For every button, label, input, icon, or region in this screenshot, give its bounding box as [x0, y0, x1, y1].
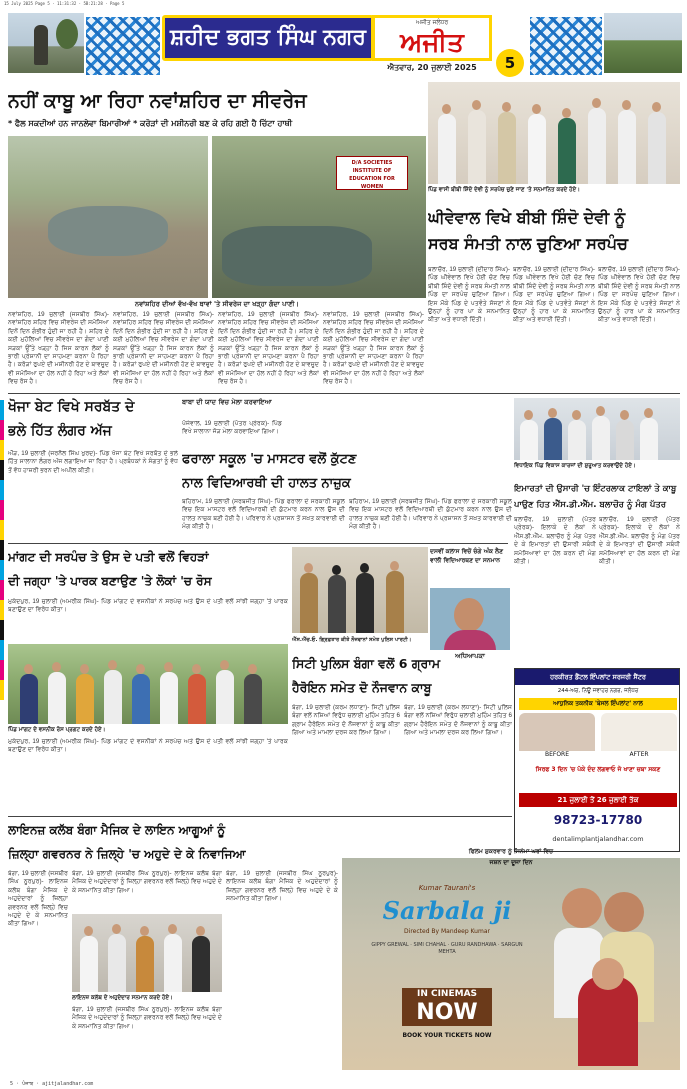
- masthead-pattern-left: [86, 17, 160, 75]
- sewerage-text-col-4: ਨਵਾਂਸ਼ਹਿਰ, 19 ਜੁਲਾਈ (ਜਸਬੀਰ ਸਿੰਘ)- ਨਵਾਂਸ਼ਹਿਰ ਸ਼ਹਿਰ ਵਿਚ ਸੀਵਰੇਜ ਦੀ ਸਮੱਸਿਆ ਦਿਨੋਂ ਦਿਨ ਗੰਭੀਰ ਹੁੰਦੀ ਜਾ ਰਹੀ ਹੈ। ਸ਼ਹਿਰ ਦੇ ਕਈ ਮੁਹੱਲਿਆਂ ਵਿਚ ਸੀਵਰੇਜ ਦਾ ਗੰਦਾ ਪਾਣੀ ਸੜਕਾਂ ਉੱਤੇ ਖੜ੍ਹਾ ਹੈ ਜਿਸ ਕਾਰਨ ਲੋਕਾਂ ਨੂੰ ਭਾਰੀ ਪ੍ਰੇਸ਼ਾਨੀ ਦਾ ਸਾਹਮਣਾ ਕਰਨਾ ਪੈ ਰਿਹਾ ਹੈ। ਕਰੋੜਾਂ ਰੁਪਏ ਦੀ ਮਸ਼ੀਨਰੀ ਹੋਣ ਦੇ ਬਾਵਜੂਦ ਵੀ ਸਮੱਸਿਆ ਦਾ ਹੱਲ ਨਹੀਂ ਹੋ ਰਿਹਾ ਅਤੇ ਲੋਕਾਂ ਵਿਚ ਰੋਸ ਹੈ।: [323, 311, 424, 386]
- park-headline-1: ਮਾਂਗਟ ਦੀ ਸਰਪੰਚ ਤੇ ਉਸ ਦੇ ਪਤੀ ਵਲੋਂ ਵਿਹੜਾਂ: [8, 550, 209, 564]
- park-text: ਮੁਕੰਦਪੁਰ, 19 ਜੁਲਾਈ (ਅਮਰੀਕ ਸਿੰਘ)- ਪਿੰਡ ਮਾਂਗਟ ਦੇ ਵਸਨੀਕਾਂ ਨੇ ਸਰਪੰਚ ਅਤੇ ਉਸ ਦੇ ਪਤੀ ਵਲੋਂ ਸਾਂਝੀ ਜਗ੍ਹਾ 'ਤੇ ਪਾਰਕ ਬਣਾਉਣ ਦਾ ਵਿਰੋਧ ਕੀਤਾ।: [8, 598, 288, 614]
- movie-poster-art: [554, 882, 664, 1066]
- movie-cast: GIPPY GREWAL · SIMI CHAHAL · GURU RANDHAWA · SARGUN MEHTA: [371, 942, 523, 955]
- heroin-headline-2: ਹੈਰੋਇਨ ਸਮੇਤ ਦੋ ਨੌਜਵਾਨ ਕਾਬੂ: [292, 680, 432, 695]
- dental-before-label: BEFORE: [519, 751, 595, 761]
- park-headline-2: ਦੀ ਜਗ੍ਹਾ 'ਤੇ ਪਾਰਕ ਬਣਾਉਣ 'ਤੇ ਲੋਕਾਂ 'ਚ ਰੋਸ: [8, 574, 212, 588]
- sewerage-headline: ਨਹੀਂ ਕਾਬੂ ਆ ਰਿਹਾ ਨਵਾਂਸ਼ਹਿਰ ਦਾ ਸੀਵਰੇਜ: [8, 90, 307, 112]
- lions-photo: [72, 914, 222, 992]
- construction-text-col-1: ਬਲਾਚੌਰ, 19 ਜੁਲਾਈ (ਪੱਤਰ ਪ੍ਰੇਰਕ)- ਇਲਾਕੇ ਦੇ ਲੋਕਾਂ ਨੇ ਐੱਸ.ਡੀ.ਐੱਮ. ਬਲਾਚੌਰ ਨੂੰ ਮੰਗ ਪੱਤਰ ਦੇ ਕੇ ਇਮਾਰਤਾਂ ਦੀ ਉਸਾਰੀ ਸਬੰਧੀ ਸਮੱਸਿਆਵਾਂ ਦਾ ਹੱਲ ਕਰਨ ਦੀ ਮੰਗ ਕੀਤੀ।: [514, 516, 596, 566]
- page-footer: 5 · ਪੰਜਾਬ · ajitjalandhar.com: [10, 1081, 94, 1087]
- langar-text: ਔੜ, 19 ਜੁਲਾਈ (ਜਰਨੈਲ ਸਿੰਘ ਖੁਰਦ)- ਪਿੰਡ ਖੋਜਾ ਬੇਟ ਵਿਖੇ ਸਰਬੱਤ ਦੇ ਭਲੇ ਹਿੱਤ ਸਾਲਾਨਾ ਲੰਗਰ ਅੱਜ ਲਗਾਇਆ ਜਾ ਰਿਹਾ ਹੈ। ਪ੍ਰਬੰਧਕਾਂ ਨੇ ਸੰਗਤਾਂ ਨੂੰ ਵੱਧ ਤੋਂ ਵੱਧ ਹਾਜ਼ਰੀ ਭਰਨ ਦੀ ਅਪੀਲ ਕੀਤੀ।: [8, 450, 178, 474]
- sarpanch-photo: [428, 82, 680, 184]
- fair-text: ਪੋਜੇਵਾਲ, 19 ਜੁਲਾਈ (ਪੱਤਰ ਪ੍ਰੇਰਕ)- ਪਿੰਡ ਵਿਖੇ ਸਾਲਾਨਾ ਜੋੜ ਮੇਲਾ ਕਰਵਾਇਆ ਗਿਆ।: [182, 420, 282, 436]
- movie-presenter: Kumar Taurani's: [418, 884, 476, 892]
- heroin-photo: [292, 547, 428, 633]
- lions-headline-2: ਜ਼ਿਲ੍ਹਾ ਗਵਰਨਰ ਨੇ ਜ਼ਿਲ੍ਹੇ 'ਚ ਅਹੁਦੇ ਦੇ ਕੇ ਨਿਵਾਜਿਆ: [8, 847, 246, 861]
- lions-text-col-2: ਬੰਗਾ, 19 ਜੁਲਾਈ (ਜਸਬੀਰ ਸਿੰਘ ਨੂਰਪੁਰ)- ਲਾਇਨਜ਼ ਕਲੱਬ ਬੰਗਾ ਮੈਜਿਕ ਦੇ ਅਹੁਦੇਦਾਰਾਂ ਨੂੰ ਜ਼ਿਲ੍ਹਾ ਗਵਰਨਰ ਵਲੋਂ ਜ਼ਿਲ੍ਹੇ ਵਿਚ ਅਹੁਦੇ ਦੇ ਕੇ ਸਨਮਾਨਿਤ ਕੀਤਾ ਗਿਆ।: [72, 870, 222, 894]
- movie-book-tickets[interactable]: BOOK YOUR TICKETS NOW: [402, 1032, 492, 1039]
- dental-ad-tagline: ਆਧੁਨਿਕ ਤਕਨੀਕ 'ਬੇਸਲ ਇੰਪਲਾਂਟ' ਨਾਲ: [519, 698, 677, 710]
- institute-sign: D/A SOCIETIES INSTITUTE OF EDUCATION FOR WOMEN: [336, 156, 408, 190]
- park-photo: [8, 644, 288, 724]
- sewerage-photo-1: [8, 136, 208, 298]
- sewerage-text-col-3: ਨਵਾਂਸ਼ਹਿਰ, 19 ਜੁਲਾਈ (ਜਸਬੀਰ ਸਿੰਘ)- ਨਵਾਂਸ਼ਹਿਰ ਸ਼ਹਿਰ ਵਿਚ ਸੀਵਰੇਜ ਦੀ ਸਮੱਸਿਆ ਦਿਨੋਂ ਦਿਨ ਗੰਭੀਰ ਹੁੰਦੀ ਜਾ ਰਹੀ ਹੈ। ਸ਼ਹਿਰ ਦੇ ਕਈ ਮੁਹੱਲਿਆਂ ਵਿਚ ਸੀਵਰੇਜ ਦਾ ਗੰਦਾ ਪਾਣੀ ਸੜਕਾਂ ਉੱਤੇ ਖੜ੍ਹਾ ਹੈ ਜਿਸ ਕਾਰਨ ਲੋਕਾਂ ਨੂੰ ਭਾਰੀ ਪ੍ਰੇਸ਼ਾਨੀ ਦਾ ਸਾਹਮਣਾ ਕਰਨਾ ਪੈ ਰਿਹਾ ਹੈ। ਕਰੋੜਾਂ ਰੁਪਏ ਦੀ ਮਸ਼ੀਨਰੀ ਹੋਣ ਦੇ ਬਾਵਜੂਦ ਵੀ ਸਮੱਸਿਆ ਦਾ ਹੱਲ ਨਹੀਂ ਹੋ ਰਿਹਾ ਅਤੇ ਲੋਕਾਂ ਵਿਚ ਰੋਸ ਹੈ।: [218, 311, 319, 386]
- dental-after-photo: [601, 713, 677, 761]
- divider: [8, 543, 508, 544]
- dental-ad-phone[interactable]: 98723-17780: [553, 813, 643, 827]
- park-text-continued: ਮੁਕੰਦਪੁਰ, 19 ਜੁਲਾਈ (ਅਮਰੀਕ ਸਿੰਘ)- ਪਿੰਡ ਮਾਂਗਟ ਦੇ ਵਸਨੀਕਾਂ ਨੇ ਸਰਪੰਚ ਅਤੇ ਉਸ ਦੇ ਪਤੀ ਵਲੋਂ ਸਾਂਝੀ ਜਗ੍ਹਾ 'ਤੇ ਪਾਰਕ ਬਣਾਉਣ ਦਾ ਵਿਰੋਧ ਕੀਤਾ।: [8, 738, 288, 754]
- section-title: ਸ਼ਹੀਦ ਭਗਤ ਸਿੰਘ ਨਗਰ: [162, 15, 374, 61]
- teacher-photo: [430, 588, 510, 650]
- lions-text-col-3: ਬੰਗਾ, 19 ਜੁਲਾਈ (ਜਸਬੀਰ ਸਿੰਘ ਨੂਰਪੁਰ)- ਲਾਇਨਜ਼ ਕਲੱਬ ਬੰਗਾ ਮੈਜਿਕ ਦੇ ਅਹੁਦੇਦਾਰਾਂ ਨੂੰ ਜ਼ਿਲ੍ਹਾ ਗਵਰਨਰ ਵਲੋਂ ਜ਼ਿਲ੍ਹੇ ਵਿਚ ਅਹੁਦੇ ਦੇ ਕੇ ਸਨਮਾਨਿਤ ਕੀਤਾ ਗਿਆ।: [72, 1006, 222, 1030]
- page-number: 5: [496, 49, 524, 77]
- print-slug: 15 July 2025 Page 5 · 11:31:32 · 5B:21:28 · Page 5: [4, 1, 125, 6]
- construction-text-col-2: ਬਲਾਚੌਰ, 19 ਜੁਲਾਈ (ਪੱਤਰ ਪ੍ਰੇਰਕ)- ਇਲਾਕੇ ਦੇ ਲੋਕਾਂ ਨੇ ਐੱਸ.ਡੀ.ਐੱਮ. ਬਲਾਚੌਰ ਨੂੰ ਮੰਗ ਪੱਤਰ ਦੇ ਕੇ ਇਮਾਰਤਾਂ ਦੀ ਉਸਾਰੀ ਸਬੰਧੀ ਸਮੱਸਿਆਵਾਂ ਦਾ ਹੱਲ ਕਰਨ ਦੀ ਮੰਗ ਕੀਤੀ।: [599, 516, 680, 566]
- paper-logo-name: ਅਜੀਤ: [400, 28, 464, 58]
- construction-caption: ਵਿਧਾਇਕ ਪਿੰਡ ਵਿਕਾਸ ਕਾਰਜਾਂ ਦੀ ਸ਼ੁਰੂਆਤ ਕਰਵਾਉਂਦੇ ਹੋਏ।: [514, 463, 636, 469]
- sewerage-photo-2: [212, 136, 426, 298]
- lions-headline-1: ਲਾਇਨਜ਼ ਕਲੱਬ ਬੰਗਾ ਮੈਜਿਕ ਦੇ ਲਾਇਨ ਆਗੂਆਂ ਨੂੰ: [8, 823, 226, 837]
- sarpanch-headline-1: ਘੀਵੇਵਾਲ ਵਿਖੇ ਬੀਬੀ ਸ਼ਿੰਦੋ ਦੇਵੀ ਨੂੰ: [428, 208, 626, 227]
- lions-text-col-1: ਬੰਗਾ, 19 ਜੁਲਾਈ (ਜਸਬੀਰ ਸਿੰਘ ਨੂਰਪੁਰ)- ਲਾਇਨਜ਼ ਕਲੱਬ ਬੰਗਾ ਮੈਜਿਕ ਦੇ ਅਹੁਦੇਦਾਰਾਂ ਨੂੰ ਜ਼ਿਲ੍ਹਾ ਗਵਰਨਰ ਵਲੋਂ ਜ਼ਿਲ੍ਹੇ ਵਿਚ ਅਹੁਦੇ ਦੇ ਕੇ ਸਨਮਾਨਿਤ ਕੀਤਾ ਗਿਆ।: [8, 870, 68, 928]
- teacher-name: ਅਧਿਆਪਕਾ: [455, 652, 485, 660]
- dental-ad-offer: ਸਿਰਫ 3 ਦਿਨ 'ਚ ਪੱਕੇ ਦੰਦ ਲਗਵਾਓ ਜੋ ਖਾਣਾ ਚਬਾ ਸਕਣ: [535, 766, 661, 773]
- school-headline-1: ਫਰਾਲਾ ਸਕੂਲ 'ਚ ਮਾਸਟਰ ਵਲੋਂ ਕੁੱਟਣ: [182, 452, 357, 467]
- school-text-col-2: ਬਹਿਰਾਮ, 19 ਜੁਲਾਈ (ਸਰਬਜੀਤ ਸਿੰਘ)- ਪਿੰਡ ਫਰਾਲਾ ਦੇ ਸਰਕਾਰੀ ਸਕੂਲ ਵਿਚ ਇਕ ਮਾਸਟਰ ਵਲੋਂ ਵਿਦਿਆਰਥੀ ਦੀ ਕੁੱਟਮਾਰ ਕਰਨ ਨਾਲ ਉਸ ਦੀ ਹਾਲਤ ਨਾਜ਼ੁਕ ਬਣੀ ਹੋਈ ਹੈ। ਪਰਿਵਾਰ ਨੇ ਪ੍ਰਸ਼ਾਸਨ ਤੋਂ ਸਖ਼ਤ ਕਾਰਵਾਈ ਦੀ ਮੰਗ ਕੀਤੀ ਹੈ।: [349, 498, 512, 531]
- paper-logo-small: ਅਜੀਤ ਜਲੰਧਰ: [415, 19, 449, 26]
- construction-headline-2: ਪਾਉਣ ਹਿਤ ਐੱਸ.ਡੀ.ਐੱਮ. ਬਲਾਚੌਰ ਨੂੰ ਮੰਗ ਪੱਤਰ: [514, 500, 667, 510]
- movie-title: Sarbala ji: [382, 896, 512, 925]
- langar-headline-2: ਭਲੇ ਹਿੱਤ ਲੰਗਰ ਅੱਜ: [8, 423, 112, 439]
- dental-ad-website[interactable]: dentalimplantjalandhar.com: [552, 835, 644, 843]
- masthead: [0, 7, 687, 75]
- sarpanch-headline-2: ਸਰਬ ਸੰਮਤੀ ਨਾਲ ਚੁਣਿਆ ਸਰਪੰਚ: [428, 234, 628, 253]
- movie-now: NOW: [402, 1000, 492, 1026]
- divider: [8, 393, 680, 394]
- heroin-text-col-2: ਬੰਗਾ, 19 ਜੁਲਾਈ (ਕਰਮ ਲਧਾਣਾ)- ਸਿਟੀ ਪੁਲਿਸ ਬੰਗਾ ਵਲੋਂ ਨਸ਼ਿਆਂ ਵਿਰੁੱਧ ਚਲਾਈ ਮੁਹਿੰਮ ਤਹਿਤ 6 ਗ੍ਰਾਮ ਹੈਰੋਇਨ ਸਮੇਤ ਦੋ ਨੌਜਵਾਨਾਂ ਨੂੰ ਕਾਬੂ ਕੀਤਾ ਗਿਆ ਅਤੇ ਮਾਮਲਾ ਦਰਜ ਕਰ ਲਿਆ ਗਿਆ।: [404, 704, 512, 737]
- movie-ad-label: ਜਸ਼ਨ ਦਾ ਦੂਜਾ ਦਿਨ: [489, 859, 533, 866]
- sarpanch-caption: ਪਿੰਡ ਵਾਸੀ ਬੀਬੀ ਸ਼ਿੰਦੋ ਦੇਵੀ ਨੂੰ ਸਰਪੰਚ ਚੁਣੇ ਜਾਣ 'ਤੇ ਸਨਮਾਨਿਤ ਕਰਦੇ ਹੋਏ।: [428, 187, 580, 193]
- school-text-col-1: ਬਹਿਰਾਮ, 19 ਜੁਲਾਈ (ਸਰਬਜੀਤ ਸਿੰਘ)- ਪਿੰਡ ਫਰਾਲਾ ਦੇ ਸਰਕਾਰੀ ਸਕੂਲ ਵਿਚ ਇਕ ਮਾਸਟਰ ਵਲੋਂ ਵਿਦਿਆਰਥੀ ਦੀ ਕੁੱਟਮਾਰ ਕਰਨ ਨਾਲ ਉਸ ਦੀ ਹਾਲਤ ਨਾਜ਼ੁਕ ਬਣੀ ਹੋਈ ਹੈ। ਪਰਿਵਾਰ ਨੇ ਪ੍ਰਸ਼ਾਸਨ ਤੋਂ ਸਖ਼ਤ ਕਾਰਵਾਈ ਦੀ ਮੰਗ ਕੀਤੀ ਹੈ।: [182, 498, 345, 531]
- heroin-headline-1: ਸਿਟੀ ਪੁਲਿਸ ਬੰਗਾ ਵਲੋਂ 6 ਗ੍ਰਾਮ: [292, 656, 441, 671]
- divider: [8, 816, 512, 817]
- lions-caption: ਲਾਇਨਜ਼ ਕਲੱਬ ਦੇ ਅਹੁਦੇਦਾਰ ਸਨਮਾਨ ਕਰਦੇ ਹੋਏ।: [72, 995, 173, 1001]
- teacher-headline: ਦਸਵੀਂ ਕਲਾਸ ਵਿਚੋਂ ਚੰਗੇ ਅੰਕ ਲੈਣ ਵਾਲੀ ਵਿਦਿਆਰਥਣ ਦਾ ਸਨਮਾਨ: [430, 548, 504, 564]
- construction-headline-1: ਇਮਾਰਤਾਂ ਦੀ ਉਸਾਰੀ 'ਚ ਇੰਟਰਲਾਕ ਟਾਇਲਾਂ ਤੇ ਕਾਬੂ: [514, 484, 677, 494]
- dental-ad-camp: 21 ਜੁਲਾਈ ਤੋਂ 26 ਜੁਲਾਈ ਤੱਕ: [519, 793, 677, 807]
- sewerage-text-col-2: ਨਵਾਂਸ਼ਹਿਰ, 19 ਜੁਲਾਈ (ਜਸਬੀਰ ਸਿੰਘ)- ਨਵਾਂਸ਼ਹਿਰ ਸ਼ਹਿਰ ਵਿਚ ਸੀਵਰੇਜ ਦੀ ਸਮੱਸਿਆ ਦਿਨੋਂ ਦਿਨ ਗੰਭੀਰ ਹੁੰਦੀ ਜਾ ਰਹੀ ਹੈ। ਸ਼ਹਿਰ ਦੇ ਕਈ ਮੁਹੱਲਿਆਂ ਵਿਚ ਸੀਵਰੇਜ ਦਾ ਗੰਦਾ ਪਾਣੀ ਸੜਕਾਂ ਉੱਤੇ ਖੜ੍ਹਾ ਹੈ ਜਿਸ ਕਾਰਨ ਲੋਕਾਂ ਨੂੰ ਭਾਰੀ ਪ੍ਰੇਸ਼ਾਨੀ ਦਾ ਸਾਹਮਣਾ ਕਰਨਾ ਪੈ ਰਿਹਾ ਹੈ। ਕਰੋੜਾਂ ਰੁਪਏ ਦੀ ਮਸ਼ੀਨਰੀ ਹੋਣ ਦੇ ਬਾਵਜੂਦ ਵੀ ਸਮੱਸਿਆ ਦਾ ਹੱਲ ਨਹੀਂ ਹੋ ਰਿਹਾ ਅਤੇ ਲੋਕਾਂ ਵਿਚ ਰੋਸ ਹੈ।: [113, 311, 214, 386]
- sewerage-caption: ਨਵਾਂਸ਼ਹਿਰ ਦੀਆਂ ਵੱਖ-ਵੱਖ ਥਾਵਾਂ 'ਤੇ ਸੀਵਰੇਜ ਦਾ ਖੜ੍ਹਾ ਗੰਦਾ ਪਾਣੀ।: [135, 300, 299, 308]
- masthead-right-photo: [604, 13, 682, 73]
- movie-ad: [342, 858, 680, 1070]
- masthead-left-photo: [8, 13, 84, 73]
- dental-before-photo: [519, 713, 595, 761]
- sarpanch-text-col-1: ਬਲਾਚੌਰ, 19 ਜੁਲਾਈ (ਦੀਦਾਰ ਸਿੰਘ)- ਪਿੰਡ ਘੀਵੇਵਾਲ ਵਿਖੇ ਹੋਈ ਚੋਣ ਵਿਚ ਬੀਬੀ ਸ਼ਿੰਦੋ ਦੇਵੀ ਨੂੰ ਸਰਬ ਸੰਮਤੀ ਨਾਲ ਪਿੰਡ ਦਾ ਸਰਪੰਚ ਚੁਣਿਆ ਗਿਆ। ਇਸ ਮੌਕੇ ਪਿੰਡ ਦੇ ਪਤਵੰਤੇ ਸੱਜਣਾਂ ਨੇ ਉਨ੍ਹਾਂ ਨੂੰ ਹਾਰ ਪਾ ਕੇ ਸਨਮਾਨਿਤ ਕੀਤਾ ਅਤੇ ਵਧਾਈ ਦਿੱਤੀ।: [428, 266, 510, 324]
- dental-ad: [514, 668, 680, 852]
- langar-headline-1: ਖੋਜਾ ਬੇਟ ਵਿਖੇ ਸਰਬੱਤ ਦੇ: [8, 399, 135, 415]
- movie-ad-banner: ਫਿਲਮ ਸ਼ੁਕਰਵਾਰ ਨੂੰ ਸਿਨੇਮਾ ਘਰਾਂ ਵਿਚ: [468, 848, 554, 855]
- heroin-caption: ਐੱਸ.ਐੱਚ.ਓ. ਗ੍ਰਿਫ਼ਤਾਰ ਕੀਤੇ ਨੌਜਵਾਨਾਂ ਸਮੇਤ ਪੁਲਿਸ ਪਾਰਟੀ।: [292, 637, 412, 643]
- park-caption: ਪਿੰਡ ਮਾਂਗਟ ਦੇ ਵਸਨੀਕ ਰੋਸ ਪ੍ਰਗਟ ਕਰਦੇ ਹੋਏ।: [8, 727, 106, 733]
- school-headline-2: ਨਾਲ ਵਿਦਿਆਰਥੀ ਦੀ ਹਾਲਤ ਨਾਜ਼ੁਕ: [182, 476, 351, 491]
- paper-logo: [372, 15, 492, 61]
- dental-ad-title: ਹਰਕੀਰਤ ਡੈਂਟਲ ਇੰਪਲਾਂਟ ਸਰਜਰੀ ਸੈਂਟਰ: [515, 669, 680, 685]
- dental-ad-address: 244-ਅਰ, ਨਿਊ ਜਵਾਹਰ ਨਗਰ, ਜਲੰਧਰ: [557, 688, 639, 694]
- movie-in-cinemas: IN CINEMAS: [402, 988, 492, 1000]
- masthead-pattern-right: [530, 17, 602, 75]
- dental-after-label: AFTER: [601, 751, 677, 761]
- sewerage-text-col-1: ਨਵਾਂਸ਼ਹਿਰ, 19 ਜੁਲਾਈ (ਜਸਬੀਰ ਸਿੰਘ)- ਨਵਾਂਸ਼ਹਿਰ ਸ਼ਹਿਰ ਵਿਚ ਸੀਵਰੇਜ ਦੀ ਸਮੱਸਿਆ ਦਿਨੋਂ ਦਿਨ ਗੰਭੀਰ ਹੁੰਦੀ ਜਾ ਰਹੀ ਹੈ। ਸ਼ਹਿਰ ਦੇ ਕਈ ਮੁਹੱਲਿਆਂ ਵਿਚ ਸੀਵਰੇਜ ਦਾ ਗੰਦਾ ਪਾਣੀ ਸੜਕਾਂ ਉੱਤੇ ਖੜ੍ਹਾ ਹੈ ਜਿਸ ਕਾਰਨ ਲੋਕਾਂ ਨੂੰ ਭਾਰੀ ਪ੍ਰੇਸ਼ਾਨੀ ਦਾ ਸਾਹਮਣਾ ਕਰਨਾ ਪੈ ਰਿਹਾ ਹੈ। ਕਰੋੜਾਂ ਰੁਪਏ ਦੀ ਮਸ਼ੀਨਰੀ ਹੋਣ ਦੇ ਬਾਵਜੂਦ ਵੀ ਸਮੱਸਿਆ ਦਾ ਹੱਲ ਨਹੀਂ ਹੋ ਰਿਹਾ ਅਤੇ ਲੋਕਾਂ ਵਿਚ ਰੋਸ ਹੈ।: [8, 311, 109, 386]
- movie-director: Directed By Mandeep Kumar: [404, 928, 490, 935]
- heroin-text-col-1: ਬੰਗਾ, 19 ਜੁਲਾਈ (ਕਰਮ ਲਧਾਣਾ)- ਸਿਟੀ ਪੁਲਿਸ ਬੰਗਾ ਵਲੋਂ ਨਸ਼ਿਆਂ ਵਿਰੁੱਧ ਚਲਾਈ ਮੁਹਿੰਮ ਤਹਿਤ 6 ਗ੍ਰਾਮ ਹੈਰੋਇਨ ਸਮੇਤ ਦੋ ਨੌਜਵਾਨਾਂ ਨੂੰ ਕਾਬੂ ਕੀਤਾ ਗਿਆ ਅਤੇ ਮਾਮਲਾ ਦਰਜ ਕਰ ਲਿਆ ਗਿਆ।: [292, 704, 400, 737]
- lions-text-col-4: ਬੰਗਾ, 19 ਜੁਲਾਈ (ਜਸਬੀਰ ਸਿੰਘ ਨੂਰਪੁਰ)- ਲਾਇਨਜ਼ ਕਲੱਬ ਬੰਗਾ ਮੈਜਿਕ ਦੇ ਅਹੁਦੇਦਾਰਾਂ ਨੂੰ ਜ਼ਿਲ੍ਹਾ ਗਵਰਨਰ ਵਲੋਂ ਜ਼ਿਲ੍ਹੇ ਵਿਚ ਅਹੁਦੇ ਦੇ ਕੇ ਸਨਮਾਨਿਤ ਕੀਤਾ ਗਿਆ।: [226, 870, 338, 903]
- issue-date: ਐਤਵਾਰ, 20 ਜੁਲਾਈ 2025: [387, 63, 477, 72]
- construction-photo: [514, 398, 680, 460]
- sewerage-subhead: * ਫੈਲ ਸਕਦੀਆਂ ਹਨ ਜਾਨਲੇਵਾ ਬਿਮਾਰੀਆਂ * ਕਰੋੜਾਂ ਦੀ ਮਸ਼ੀਨਰੀ ਬਣ ਕੇ ਰਹਿ ਗਈ ਹੈ ਚਿੱਟਾ ਹਾਥੀ: [8, 119, 293, 128]
- fair-headline: ਬਾਬਾ ਦੀ ਯਾਦ ਵਿਚ ਮੇਲਾ ਕਰਵਾਇਆ: [182, 398, 272, 406]
- sarpanch-text-col-2: ਬਲਾਚੌਰ, 19 ਜੁਲਾਈ (ਦੀਦਾਰ ਸਿੰਘ)- ਪਿੰਡ ਘੀਵੇਵਾਲ ਵਿਖੇ ਹੋਈ ਚੋਣ ਵਿਚ ਬੀਬੀ ਸ਼ਿੰਦੋ ਦੇਵੀ ਨੂੰ ਸਰਬ ਸੰਮਤੀ ਨਾਲ ਪਿੰਡ ਦਾ ਸਰਪੰਚ ਚੁਣਿਆ ਗਿਆ। ਇਸ ਮੌਕੇ ਪਿੰਡ ਦੇ ਪਤਵੰਤੇ ਸੱਜਣਾਂ ਨੇ ਉਨ੍ਹਾਂ ਨੂੰ ਹਾਰ ਪਾ ਕੇ ਸਨਮਾਨਿਤ ਕੀਤਾ ਅਤੇ ਵਧਾਈ ਦਿੱਤੀ।: [513, 266, 595, 324]
- print-color-strip: [0, 400, 4, 700]
- sarpanch-text-col-3: ਬਲਾਚੌਰ, 19 ਜੁਲਾਈ (ਦੀਦਾਰ ਸਿੰਘ)- ਪਿੰਡ ਘੀਵੇਵਾਲ ਵਿਖੇ ਹੋਈ ਚੋਣ ਵਿਚ ਬੀਬੀ ਸ਼ਿੰਦੋ ਦੇਵੀ ਨੂੰ ਸਰਬ ਸੰਮਤੀ ਨਾਲ ਪਿੰਡ ਦਾ ਸਰਪੰਚ ਚੁਣਿਆ ਗਿਆ। ਇਸ ਮੌਕੇ ਪਿੰਡ ਦੇ ਪਤਵੰਤੇ ਸੱਜਣਾਂ ਨੇ ਉਨ੍ਹਾਂ ਨੂੰ ਹਾਰ ਪਾ ਕੇ ਸਨਮਾਨਿਤ ਕੀਤਾ ਅਤੇ ਵਧਾਈ ਦਿੱਤੀ।: [598, 266, 680, 324]
